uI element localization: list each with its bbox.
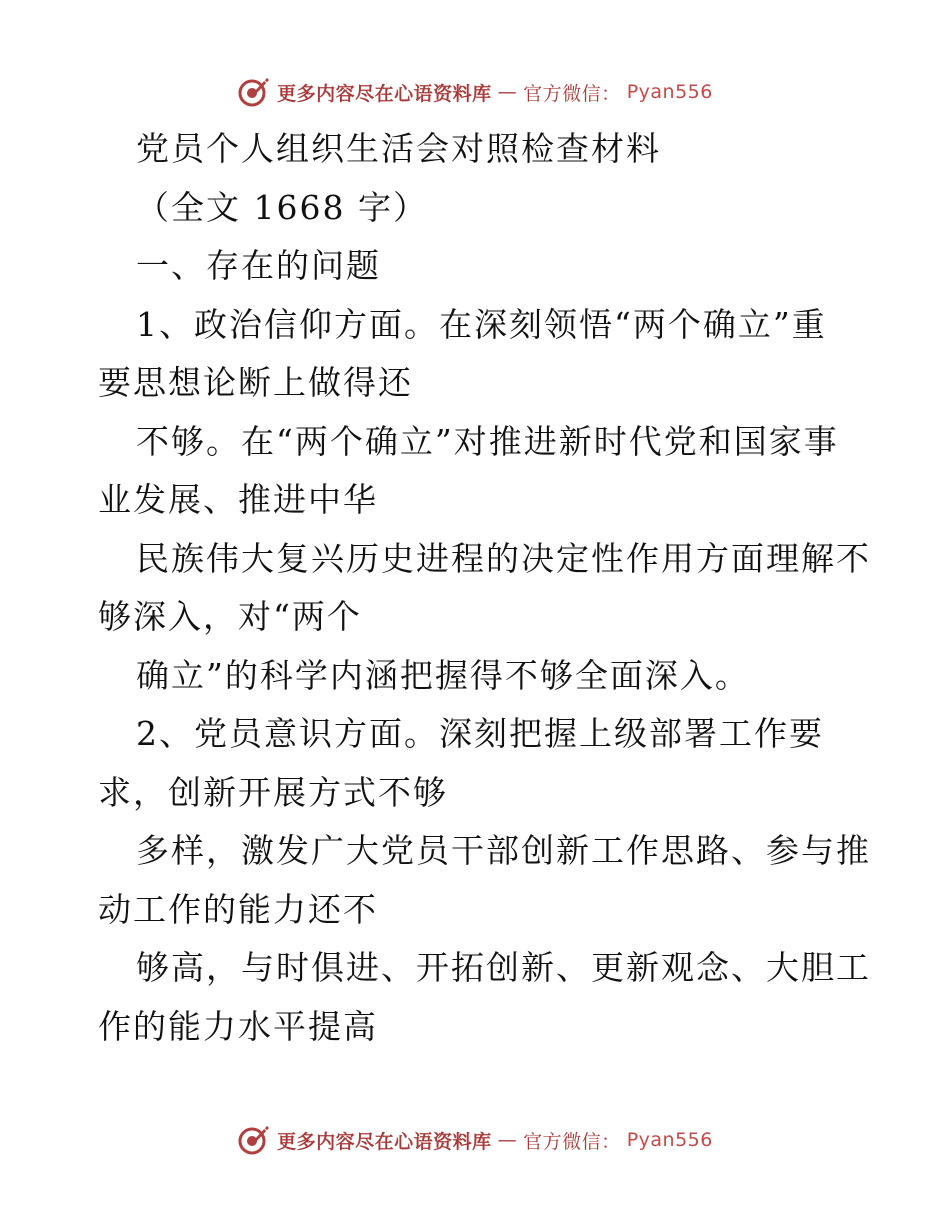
- paragraph-line: 动工作的能力还不: [98, 889, 378, 929]
- paragraph-line: 够高，与时俱进、开拓创新、更新观念、大胆工: [136, 948, 871, 987]
- paragraph-line: 业发展、推进中华: [98, 480, 378, 519]
- paragraph-line: 1、政治信仰方面。在深刻领悟“两个确立”重: [136, 304, 827, 344]
- document-title: 党员个人组织生活会对照检查材料: [136, 129, 661, 168]
- paragraph-line: 确立”的科学内涵把握得不够全面深入。: [136, 655, 750, 695]
- paragraph-line: 2、党员意识方面。深刻把握上级部署工作要: [136, 714, 824, 753]
- paragraph-line: 民族伟大复兴历史进程的决定性作用方面理解不: [136, 538, 871, 578]
- paragraph-line: 要思想论断上做得还: [98, 363, 413, 402]
- watermark-main-text: 更多内容尽在心语资料库: [277, 1130, 492, 1153]
- document-body: [98, 120, 871, 1056]
- quill-pen-logo-icon: [237, 1123, 271, 1157]
- word-count: （全文 1668 字）: [136, 187, 428, 227]
- paragraph-line: 够深入，对“两个: [98, 597, 362, 636]
- paragraph-line: 作的能力水平提高: [98, 1006, 378, 1046]
- watermark-dash: —: [497, 81, 518, 103]
- watermark-wechat-id: Pyan556: [626, 1129, 713, 1151]
- footer-watermark: [0, 1120, 950, 1160]
- watermark-wechat-label: 官方微信：: [523, 1130, 621, 1153]
- watermark-wechat-label: 官方微信：: [523, 82, 621, 105]
- quill-pen-logo-icon: [237, 75, 271, 109]
- paragraph-line: 不够。在“两个确立”对推进新时代党和国家事: [136, 421, 839, 461]
- watermark-wechat-id: Pyan556: [626, 81, 713, 103]
- watermark-main-text: 更多内容尽在心语资料库: [277, 82, 492, 105]
- paragraph-line: 求，创新开展方式不够: [98, 772, 448, 812]
- watermark-dash: —: [497, 1129, 518, 1151]
- paragraph-line: 多样，激发广大党员干部创新工作思路、参与推: [136, 831, 871, 870]
- section-heading: 一、存在的问题: [136, 246, 381, 285]
- header-watermark: [0, 72, 950, 112]
